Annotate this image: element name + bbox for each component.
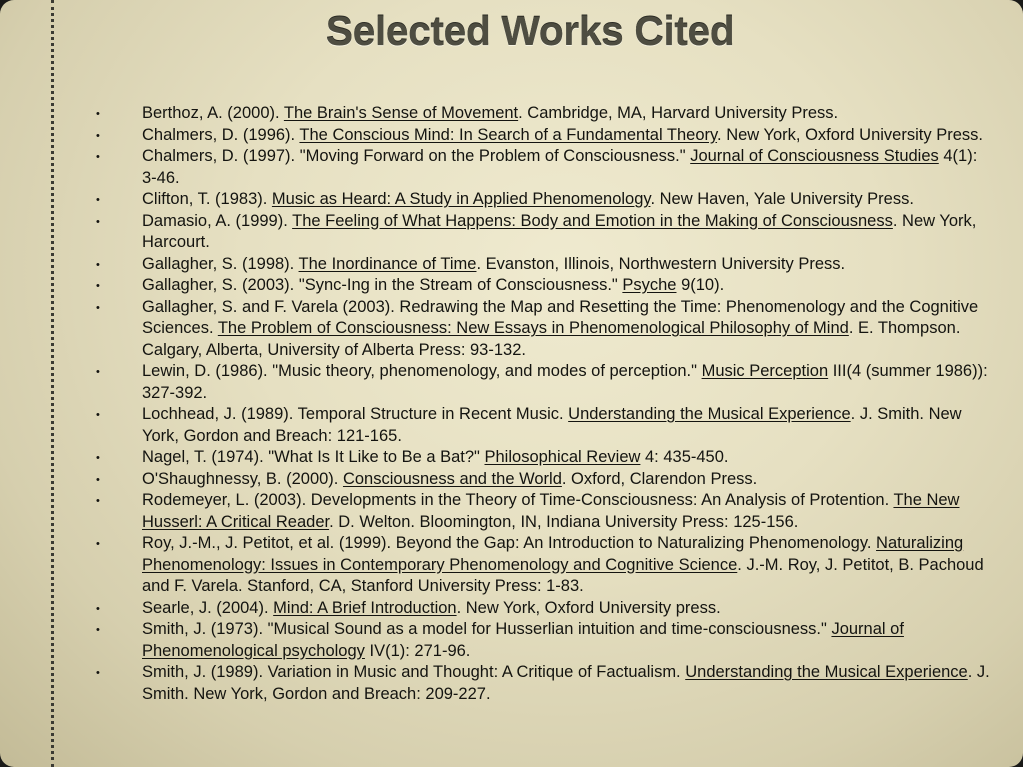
dotted-binding-line — [51, 0, 54, 767]
reference-title-link[interactable]: Journal of Consciousness Studies — [690, 147, 939, 165]
reference-text: 4(1): 3-46. — [142, 147, 978, 187]
bullet-icon: • — [96, 258, 100, 271]
reference-title-link[interactable]: Naturalizing Phenomenology: Issues in Contemporary Phenomenology and Cognitive Science — [142, 534, 964, 574]
reference-text: Gallagher, S. (1998). — [142, 254, 299, 273]
reference-item — [96, 598, 996, 620]
reference-title-link[interactable]: Understanding the Musical Experience — [685, 663, 968, 681]
reference-item — [96, 619, 996, 662]
reference-text: 9(10). — [676, 276, 725, 294]
reference-text: . Oxford, Clarendon Press. — [561, 469, 758, 488]
reference-text: . New York, Harcourt. — [142, 211, 977, 251]
reference-text: Gallagher, S. (2003). "Sync-Ing in the Stream of Consciousness." — [142, 276, 623, 294]
bullet-icon: • — [96, 409, 100, 421]
reference-text: IV(1): 271-96. — [364, 641, 471, 660]
reference-item — [96, 254, 996, 276]
bullet-icon: • — [96, 301, 100, 314]
reference-item — [96, 146, 996, 189]
reference-item — [96, 662, 996, 705]
reference-item — [96, 361, 996, 404]
reference-item — [96, 447, 996, 469]
reference-text: Chalmers, D. (1996). — [142, 125, 300, 144]
reference-text: III(4 (summer 1986)): 327-392. — [142, 362, 988, 402]
bullet-icon: • — [96, 473, 100, 486]
reference-title-link[interactable]: Philosophical Review — [484, 448, 641, 466]
reference-text: . J.-M. Roy, J. Petitot, B. Pachoud and F. Varela. Stanford, CA, Stanford University Press: 1-83. — [142, 555, 984, 595]
bullet-icon: • — [96, 108, 100, 120]
reference-title-link[interactable]: Music Perception — [701, 362, 829, 380]
reference-title-link[interactable]: The New Husserl: A Critical Reader — [142, 491, 960, 531]
bullet-icon: • — [96, 495, 100, 507]
bullet-icon: • — [96, 667, 100, 679]
reference-text: Gallagher, S. and F. Varela (2003). Redrawing the Map and Resetting the Time: Phenomenology and the Cognitive Sciences. — [142, 297, 979, 337]
reference-text: Damasio, A. (1999). — [142, 211, 293, 230]
reference-item — [96, 297, 996, 362]
reference-text: Clifton, T. (1983). — [142, 190, 272, 208]
reference-text: . New York, Oxford University press. — [456, 598, 721, 617]
reference-title-link[interactable]: The Problem of Consciousness: New Essays in Phenomenological Philosophy of Mind — [217, 319, 849, 337]
reference-item — [96, 275, 996, 297]
reference-item — [96, 404, 996, 447]
bullet-icon: • — [96, 366, 100, 378]
reference-title-link[interactable]: Psyche — [622, 276, 677, 294]
bullet-icon: • — [96, 452, 100, 464]
reference-title-link[interactable]: The Brain's Sense of Movement — [283, 104, 519, 122]
reference-item — [96, 211, 996, 254]
reference-text: Searle, J. (2004). — [142, 598, 274, 617]
reference-title-link[interactable]: The Conscious Mind: In Search of a Fundamental Theory — [299, 125, 718, 144]
reference-item — [96, 533, 996, 598]
reference-title-link[interactable]: Journal of Phenomenological psychology — [142, 620, 904, 660]
reference-text: . J. Smith. New York, Gordon and Breach: 121-165. — [142, 405, 962, 445]
reference-text: 4: 435-450. — [640, 448, 729, 466]
reference-text: Roy, J.-M., J. Petitot, et al. (1999). Beyond the Gap: An Introduction to Naturalizing Phenomenology. — [142, 534, 877, 552]
reference-item — [96, 469, 996, 491]
bullet-icon: • — [96, 129, 100, 142]
reference-text: Smith, J. (1973). "Musical Sound as a model for Husserlian intuition and time-consciousness." — [142, 620, 832, 638]
reference-text: Smith, J. (1989). Variation in Music and Thought: A Critique of Factualism. — [142, 663, 686, 681]
reference-text: Lewin, D. (1986). "Music theory, phenomenology, and modes of perception." — [142, 362, 702, 380]
bullet-icon: • — [96, 151, 100, 163]
reference-title-link[interactable]: Consciousness and the World — [342, 469, 562, 488]
reference-title-link[interactable]: The Inordinance of Time — [298, 254, 477, 273]
bullet-icon: • — [96, 280, 100, 292]
bullet-icon: • — [96, 538, 100, 550]
reference-text: . Evanston, Illinois, Northwestern University Press. — [476, 254, 846, 273]
reference-text: O'Shaughnessy, B. (2000). — [142, 469, 343, 488]
reference-text: Rodemeyer, L. (2003). Developments in the Theory of Time-Consciousness: An Analysis of Protention. — [142, 491, 894, 509]
reference-title-link[interactable]: Understanding the Musical Experience — [568, 405, 851, 423]
reference-title-link[interactable]: Mind: A Brief Introduction — [273, 598, 457, 617]
reference-text: Lochhead, J. (1989). Temporal Structure in Recent Music. — [142, 405, 569, 423]
bullet-icon: • — [96, 624, 100, 636]
reference-title-link[interactable]: The Feeling of What Happens: Body and Emotion in the Making of Consciousness — [292, 211, 893, 230]
bullet-icon: • — [96, 602, 100, 615]
reference-text: . D. Welton. Bloomington, IN, Indiana University Press: 125-156. — [329, 512, 799, 531]
reference-title-link[interactable]: Music as Heard: A Study in Applied Phenomenology — [271, 190, 651, 208]
reference-text: . J. Smith. New York, Gordon and Breach: 209-227. — [142, 663, 990, 703]
reference-text: . Cambridge, MA, Harvard University Press. — [518, 104, 839, 122]
reference-list — [96, 103, 996, 705]
reference-text: Berthoz, A. (2000). — [142, 104, 284, 122]
reference-item — [96, 490, 996, 533]
reference-item — [96, 125, 996, 147]
reference-text: . New Haven, Yale University Press. — [650, 190, 914, 208]
reference-text: Nagel, T. (1974). "What Is It Like to Be a Bat?" — [142, 448, 485, 466]
page-title: Selected Works Cited — [325, 8, 735, 54]
reference-text: . New York, Oxford University Press. — [717, 125, 983, 144]
reference-item — [96, 103, 996, 125]
reference-text: . E. Thompson. Calgary, Alberta, University of Alberta Press: 93-132. — [142, 319, 961, 359]
bullet-icon: • — [96, 215, 100, 228]
bullet-icon: • — [96, 194, 100, 206]
reference-item — [96, 189, 996, 211]
reference-text: Chalmers, D. (1997). "Moving Forward on the Problem of Consciousness." — [142, 147, 691, 165]
